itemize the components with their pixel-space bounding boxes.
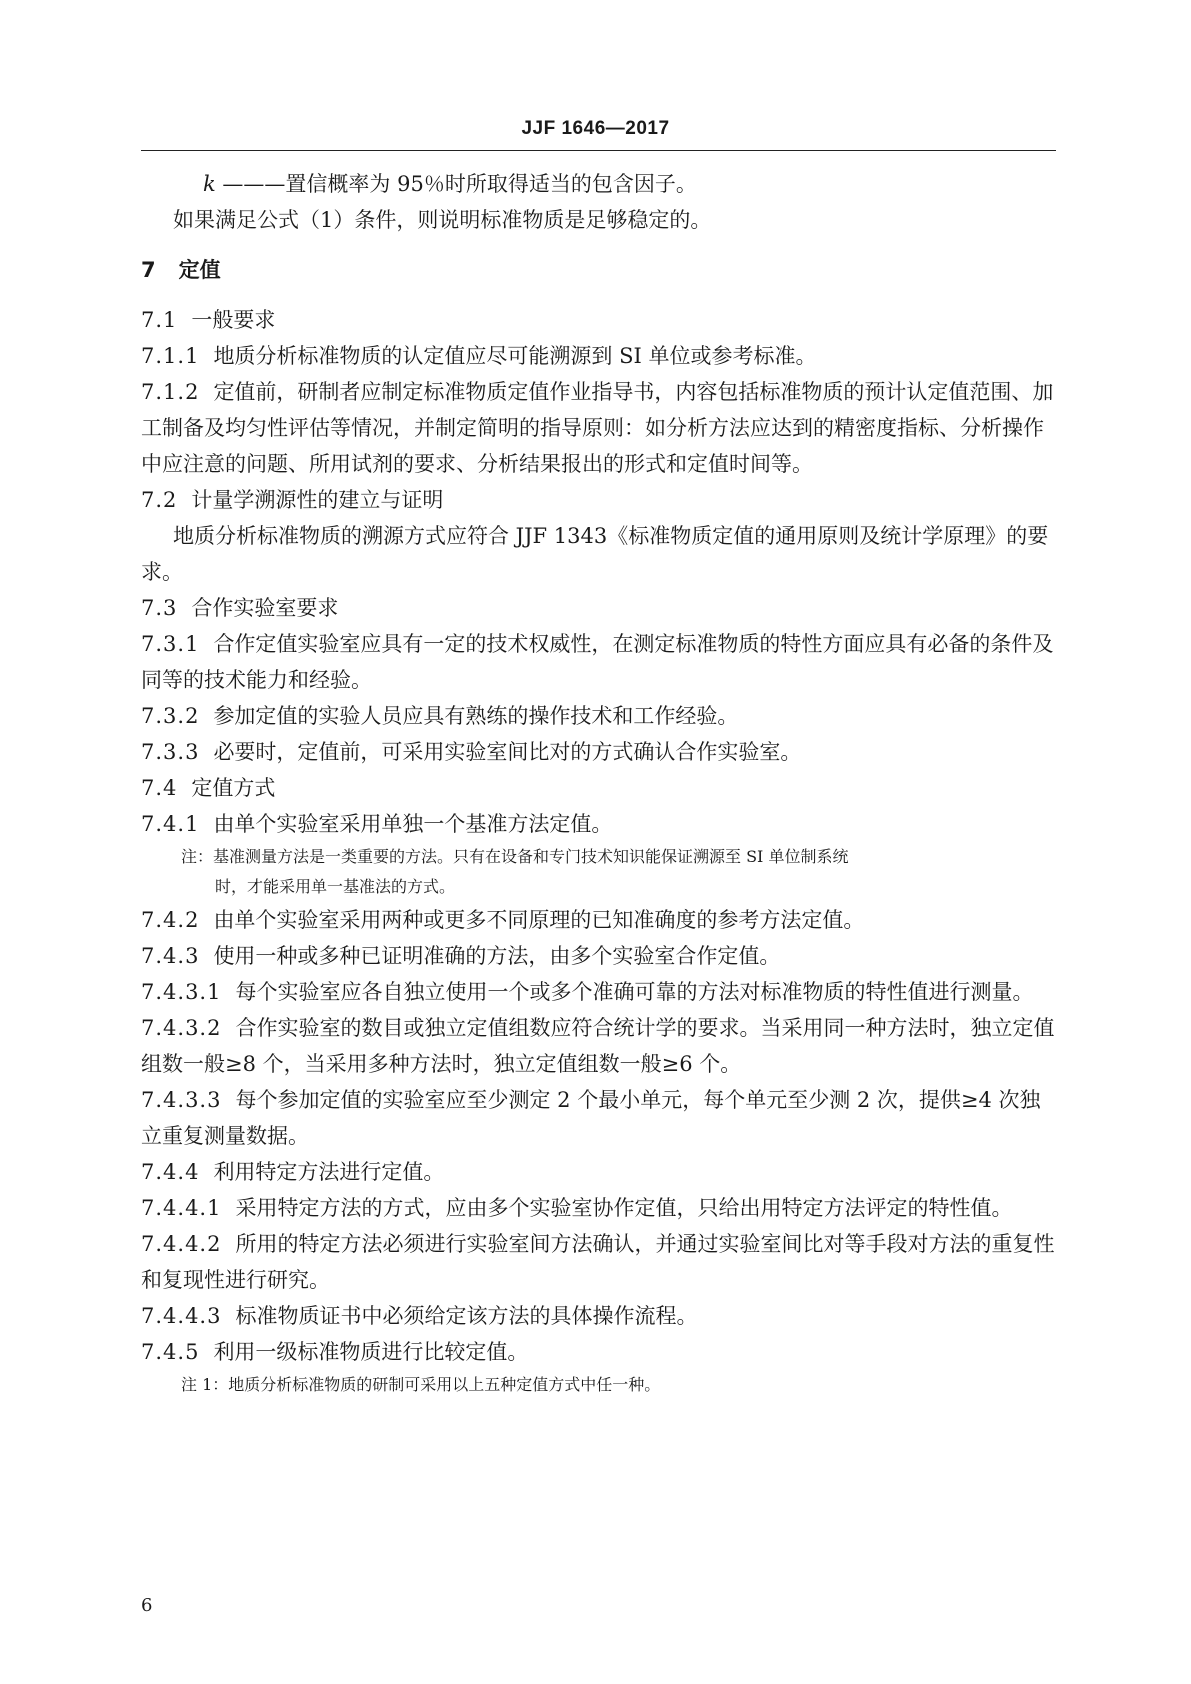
clause-7-3-2: 7.3.2 参加定值的实验人员应具有熟练的操作技术和工作经验。 bbox=[141, 704, 739, 728]
clause-7-4-4-2: 7.4.4.2 所用的特定方法必须进行实验室间方法确认，并通过实验室间比对等手段对方法的重复性和复现性进行研究。 bbox=[141, 1232, 1055, 1292]
section-title: 定值 bbox=[178, 258, 221, 282]
clause-7-1-1: 7.1.1 地质分析标准物质的认定值应尽可能溯源到 SI 单位或参考标准。 bbox=[141, 344, 817, 368]
page-number: 6 bbox=[141, 1595, 153, 1616]
note-primary-method bbox=[141, 842, 1056, 902]
note-methods-summary: 注 1：地质分析标准物质的研制可采用以上五种定值方式中任一种。 bbox=[181, 1375, 661, 1394]
k-definition bbox=[141, 166, 1056, 202]
clause-7-4-2: 7.4.2 由单个实验室采用两种或更多不同原理的已知准确度的参考方法定值。 bbox=[141, 908, 865, 932]
stability-conclusion: 如果满足公式（1）条件，则说明标准物质是足够稳定的。 bbox=[173, 208, 712, 232]
clause-7-4-3: 7.4.3 使用一种或多种已证明准确的方法，由多个实验室合作定值。 bbox=[141, 944, 781, 968]
clause-7-4-1: 7.4.1 由单个实验室采用单独一个基准方法定值。 bbox=[141, 812, 613, 836]
section-7-heading bbox=[141, 252, 1056, 288]
page-header bbox=[0, 118, 1191, 140]
clause-7-4-5: 7.4.5 利用一级标准物质进行比较定值。 bbox=[141, 1340, 529, 1364]
clause-7-4-4-3: 7.4.4.3 标准物质证书中必须给定该方法的具体操作流程。 bbox=[141, 1304, 698, 1328]
clause-7-2: 7.2 计量学溯源性的建立与证明 bbox=[141, 488, 444, 512]
note-line-2: 时，才能采用单一基准法的方式。 bbox=[215, 877, 456, 896]
k-definition-text: ———置信概率为 95％时所取得适当的包含因子。 bbox=[222, 172, 697, 196]
header-rule bbox=[141, 150, 1056, 151]
standard-id: JJF 1646—2017 bbox=[521, 118, 670, 139]
clause-7-3-3: 7.3.3 必要时，定值前，可采用实验室间比对的方式确认合作实验室。 bbox=[141, 740, 802, 764]
k-symbol: k bbox=[203, 172, 216, 196]
clause-7-4-3-1: 7.4.3.1 每个实验室应各自独立使用一个或多个准确可靠的方法对标准物质的特性值进行测量。 bbox=[141, 980, 1034, 1004]
clause-7-4-4: 7.4.4 利用特定方法进行定值。 bbox=[141, 1160, 445, 1184]
clause-7-4-3-3: 7.4.3.3 每个参加定值的实验室应至少测定 2 个最小单元，每个单元至少测 2 次，提供≥4 次独立重复测量数据。 bbox=[141, 1088, 1041, 1148]
clause-7-4-4-1: 7.4.4.1 采用特定方法的方式，应由多个实验室协作定值，只给出用特定方法评定的特性值。 bbox=[141, 1196, 1013, 1220]
note-line-1: 注：基准测量方法是一类重要的方法。只有在设备和专门技术知识能保证溯源至 SI 单位制系统 bbox=[181, 847, 849, 866]
clause-7-1-2: 7.1.2 定值前，研制者应制定标准物质定值作业指导书，内容包括标准物质的预计认定值范围、加工制备及均匀性评估等情况，并制定简明的指导原则：如分析方法应达到的精密度指标、分析操作中应注意的问题、所用试剂的要求、分析结果报出的形式和定值时间等。 bbox=[141, 380, 1054, 476]
clause-7-4: 7.4 定值方式 bbox=[141, 776, 276, 800]
document-body bbox=[141, 166, 1056, 1400]
clause-7-4-3-2: 7.4.3.2 合作实验室的数目或独立定值组数应符合统计学的要求。当采用同一种方法时，独立定值组数一般≥8 个，当采用多种方法时，独立定值组数一般≥6 个。 bbox=[141, 1016, 1055, 1076]
clause-7-2-body: 地质分析标准物质的溯源方式应符合 JJF 1343《标准物质定值的通用原则及统计学原理》的要求。 bbox=[141, 524, 1049, 584]
section-number: 7 bbox=[141, 258, 157, 282]
clause-7-3: 7.3 合作实验室要求 bbox=[141, 596, 339, 620]
clause-7-3-1: 7.3.1 合作定值实验室应具有一定的技术权威性，在测定标准物质的特性方面应具有必备的条件及同等的技术能力和经验。 bbox=[141, 632, 1054, 692]
clause-7-1: 7.1 一般要求 bbox=[141, 308, 276, 332]
